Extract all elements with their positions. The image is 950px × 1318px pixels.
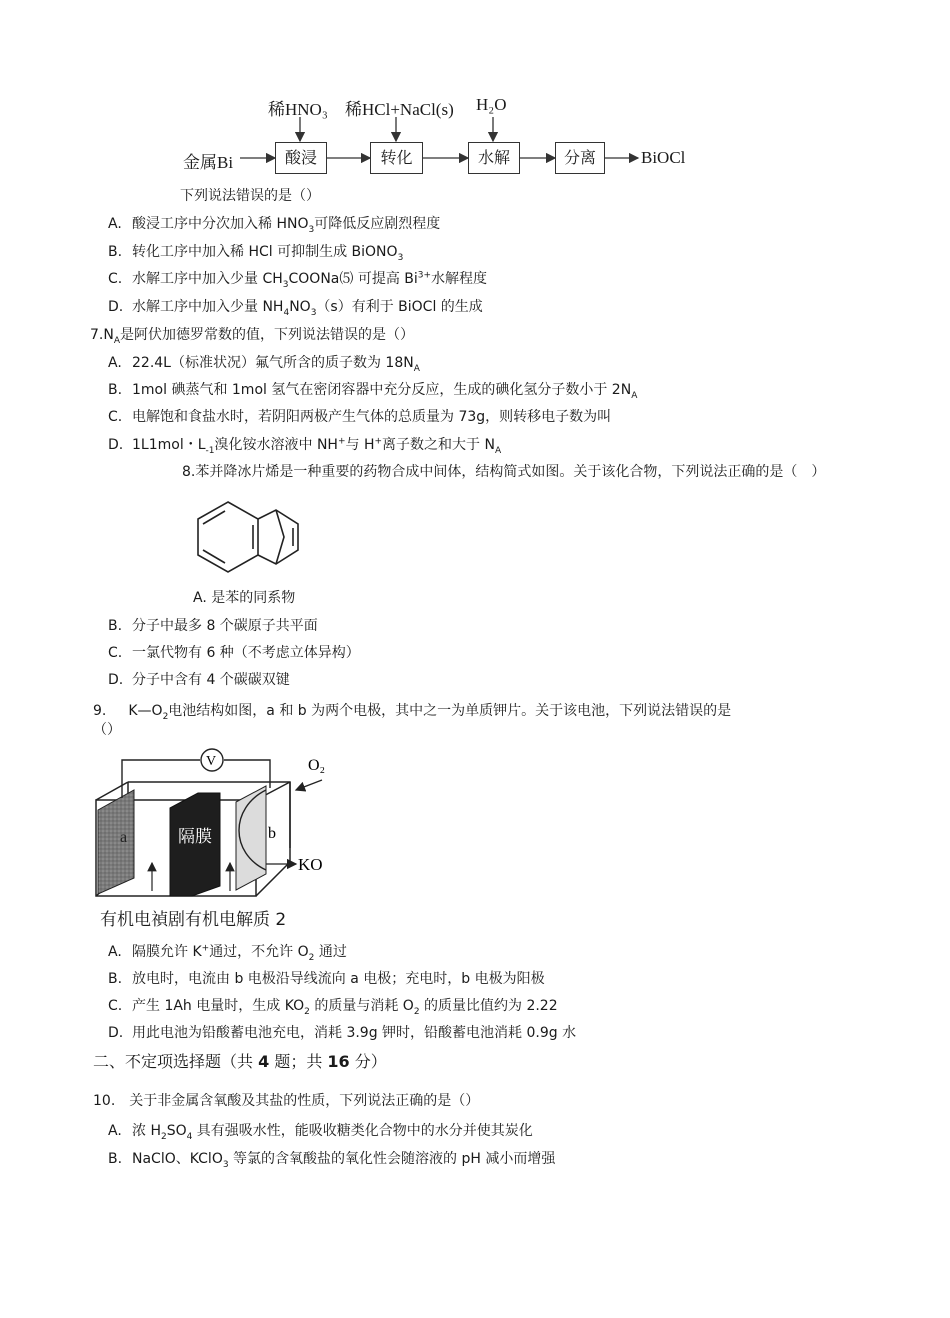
reagent-dilute-hcl-nacl: 稀HCl+NaCl(s) [345, 100, 454, 119]
q9-option-b: B. 放电时，电流由 b 电极沿导线流向 a 电极；充电时，b 电极为阳极 [108, 971, 545, 987]
battery-figure-caption: 有机电禎剧有机电解质 2 [100, 910, 287, 930]
q7-option-d: D. 1L1mol・$L_{-1}$溴化铵水溶液中 NH+与 H+离子数之和大于 $N_A$ [108, 436, 502, 456]
q6-stem: 下列说法错误的是（） [180, 188, 320, 204]
flow-step-acid-leaching: 酸浸 [275, 142, 327, 174]
q6-option-c: C. 水解工序中加入少量 $CH_3COONa⑸$ 可提高 $Bi^{3+}$水解程度 [108, 270, 488, 290]
flow-step-conversion: 转化 [370, 142, 423, 174]
q9-option-d: D. 用此电池为铅酸蓄电池充电，消耗 3.9g 钾时，铅酸蓄电池消耗 0.9g 水 [108, 1025, 577, 1041]
k-o2-battery-figure [90, 738, 350, 903]
q9-option-c: C. 产生 1Ah 电量时，生成 $KO_2$ 的质量与消耗 $O_2$ 的质量比值约为 2.22 [108, 998, 558, 1017]
q10-option-a: A. 浓 $H_2SO_4$ 具有强吸水性，能吸收糖类化合物中的水分并使其炭化 [108, 1123, 533, 1142]
ko-label: KO [298, 855, 323, 874]
flow-step-hydrolysis: 水解 [468, 142, 520, 174]
q7-stem: $7.N_A$是阿伏加德罗常数的值，下列说法错误的是（） [90, 327, 415, 346]
q6-option-d: D. 水解工序中加入少量 $NH_4NO_3(s)$有利于 BiOCl 的生成 [108, 299, 483, 318]
o2-label: O₂ [308, 757, 326, 774]
q8-stem: 8.苯并降冰片烯是一种重要的药物合成中间体，结构简式如图。关于该化合物，下列说法正确的是（ ） [182, 464, 826, 480]
q7-option-a: A. 22.4L（标准状况）氟气所含的质子数为 $18N_A$ [108, 355, 420, 374]
electrode-a [98, 790, 134, 894]
flow-start-metal-bi: 金属Bi [183, 153, 234, 172]
q9-option-a: A. 隔膜允许 K+通过，不允许 $O_2$ 通过 [108, 943, 347, 963]
q10-stem: 10. 关于非金属含氧酸及其盐的性质，下列说法正确的是（） [93, 1093, 480, 1109]
section-heading: 二、不定项选择题（共 4 题；共 16 分） [93, 1052, 387, 1071]
q7-option-b: B. 1mol 碘蒸气和 1mol 氢气在密闭容器中充分反应，生成的碘化氢分子数小于 $2N_A$ [108, 382, 638, 401]
electrode-a-label: a [120, 829, 128, 846]
q8-option-c: C. 一氯代物有 6 种（不考虑立体异构） [108, 645, 360, 661]
q9-stem-end: （） [93, 722, 121, 738]
q6-option-b: B. 转化工序中加入稀 HCl 可抑制生成 BiONO$_3$ [108, 244, 404, 263]
benzonorbornene-structure [180, 492, 325, 587]
membrane-label: 隔膜 [178, 827, 212, 846]
q8-option-a: A. 是苯的同系物 [193, 590, 296, 606]
q7-option-c: C. 电解饱和食盐水时，若阴阳两极产生气体的总质量为 73g，则转移电子数为叫 [108, 409, 612, 425]
voltmeter-label: V [206, 754, 217, 769]
q10-option-b: B. NaClO、KClO$_3$ 等氯的含氧酸盐的氧化性会随溶液的 pH 减小而增强 [108, 1151, 556, 1170]
q8-option-b: B. 分子中最多 8 个碳原子共平面 [108, 618, 318, 634]
reagent-dilute-hno3: 稀HNO₃ [268, 100, 328, 119]
q6-option-a: A. 酸浸工序中分次加入稀 $HNO_3$可降低反应剧烈程度 [108, 216, 441, 235]
q9-stem: 9. $K—O_2$电池结构如图，a 和 b 为两个电极，其中之一为单质钾片。关于该电池，下列说法错误的是 [93, 703, 732, 722]
flow-product-biocl: BiOCl [641, 148, 686, 167]
flow-step-separation: 分离 [555, 142, 605, 174]
reagent-water: H₂O [476, 95, 507, 114]
q8-option-d: D. 分子中含有 4 个碳碳双键 [108, 672, 290, 688]
electrode-b-label: b [268, 825, 276, 842]
